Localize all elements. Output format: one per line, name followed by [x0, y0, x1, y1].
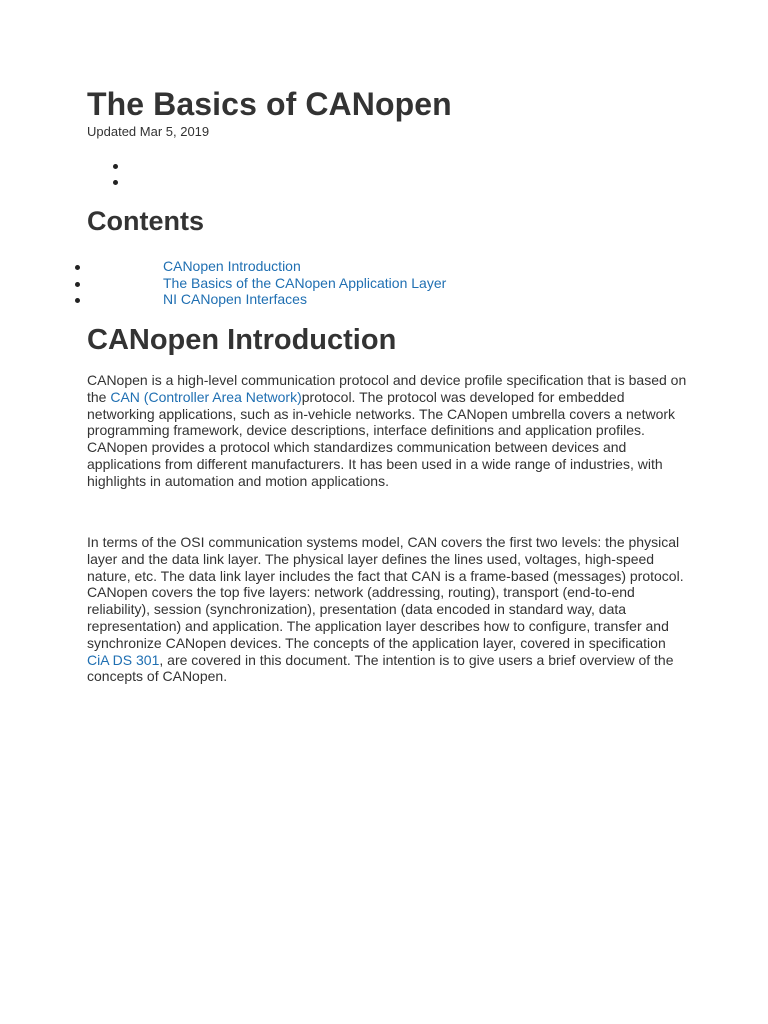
toc-item: [0, 275, 700, 292]
page-title: The Basics of CANopen: [87, 86, 452, 122]
toc-link-application-layer[interactable]: The Basics of the CANopen Application Layer: [163, 274, 447, 291]
updated-date: Updated Mar 5, 2019: [87, 124, 210, 139]
intro-paragraph: [87, 372, 687, 490]
paragraph-text: In terms of the OSI communication systems model, CAN covers the first two levels: the physical layer and the data link layer. The physical layer defines the lines used, voltages, high-speed nature, etc. The data link layer includes the fact that CAN is a frame-based (messages) protocol. CANopen covers the top five layers: network (addressing, routing), transport (end-to-end reliability), session (synchronization), presentation (data encoded in standard way, data representation) and application. The application layer describes how to configure, transfer and synchronize CANopen devices. The concepts of the application layer, covered in specification: [87, 534, 684, 651]
osi-paragraph: [87, 534, 687, 685]
paragraph-text: CANopen is a high-level communication protocol and device profile specification that is based on the: [87, 372, 687, 405]
paragraph-text: , are covered in this document. The intention is to give users a brief overview of the concepts of CANopen.: [87, 651, 674, 685]
bullet-icon: [75, 265, 80, 270]
table-of-contents: [0, 258, 700, 308]
toc-item: [0, 258, 700, 275]
toc-link-ni-canopen-interfaces[interactable]: NI CANopen Interfaces: [163, 291, 307, 308]
bullet-icon: [113, 180, 118, 185]
section-heading: CANopen Introduction: [87, 324, 397, 356]
paragraph-text: protocol. The protocol was developed for embedded networking applications, such as in-vehicle networks. The CANopen umbrella covers a network programming framework, device descriptions, interface definitions and application profiles. CANopen provides a protocol which standardizes communication between devices and applications from different manufacturers. It has been used in a wide range of industries, with highlights in automation and motion applications.: [87, 388, 676, 489]
cia-ds-301-link[interactable]: CiA DS 301: [87, 651, 160, 668]
contents-heading: Contents: [87, 206, 204, 236]
bullet-icon: [75, 282, 80, 287]
bullet-icon: [75, 298, 80, 303]
toc-link-canopen-introduction[interactable]: CANopen Introduction: [163, 258, 301, 274]
toc-item: [0, 291, 700, 308]
bullet-icon: [113, 164, 118, 169]
can-link[interactable]: CAN (Controller Area Network): [110, 388, 302, 405]
